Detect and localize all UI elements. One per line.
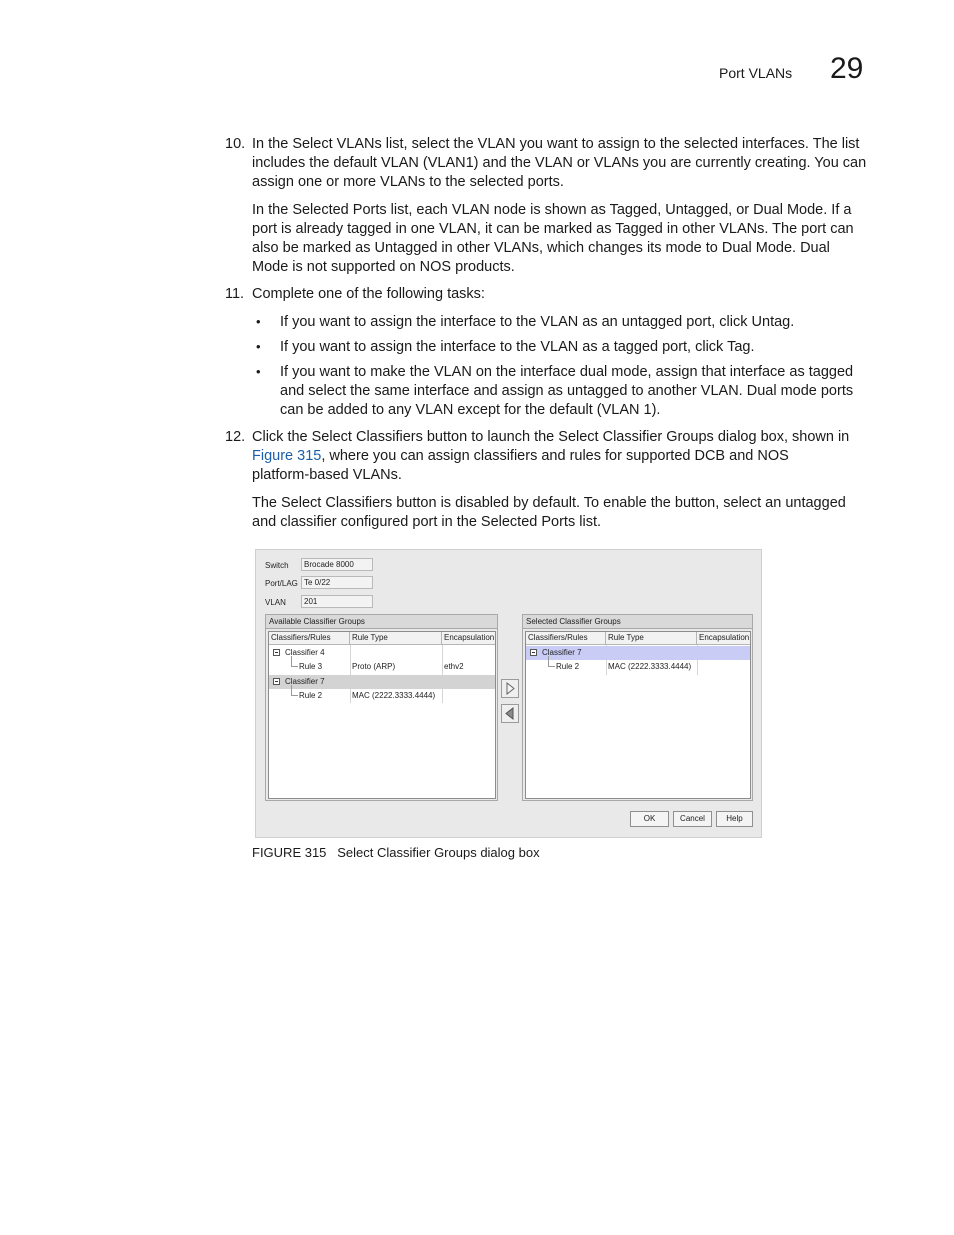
add-arrow-button[interactable] bbox=[501, 679, 519, 698]
column-header[interactable]: Encapsulation bbox=[697, 632, 750, 645]
column-header[interactable]: Classifiers/Rules bbox=[269, 632, 350, 645]
step-10-paragraph-1: In the Select VLANs list, select the VLAN you want to assign to the selected interfaces. The list includes the default VLAN (VLAN1) and the VLAN or VLANs you are currently creating. You can assign one or more VLANs to the selected ports. bbox=[252, 136, 867, 190]
bullet-icon: • bbox=[256, 314, 261, 329]
table-row[interactable]: Rule 2 MAC (2222.3333.4444) bbox=[526, 660, 750, 674]
tree-connector bbox=[291, 656, 298, 667]
step-number: 11. bbox=[225, 286, 245, 302]
table-row[interactable]: Rule 3 Proto (ARP) ethv2 bbox=[269, 660, 495, 674]
switch-label: Switch bbox=[265, 561, 289, 570]
step-11-bullet-3: If you want to make the VLAN on the interface dual mode, assign that interface as tagged and select the same interface and assign as untagged to another VLAN. Dual mode ports can be added to any VLAN except for the default (VLAN 1). bbox=[280, 364, 854, 418]
figure-315-link[interactable]: Figure 315 bbox=[252, 448, 322, 464]
selected-groups-title: Selected Classifier Groups bbox=[523, 615, 752, 629]
tree-connector bbox=[291, 685, 298, 696]
table-row[interactable]: Classifier 4 bbox=[269, 646, 495, 660]
step-11-intro: Complete one of the following tasks: bbox=[252, 286, 485, 302]
step-10-paragraph-2: In the Selected Ports list, each VLAN node is shown as Tagged, Untagged, or Dual Mode. If a port is already tagged in one VLAN, it can be marked as Tagged in other VLANs. The port can also be marked as Untagged in other VLANs, which changes its mode to Dual Mode. Dual Mode is not supported on NOS products. bbox=[252, 202, 854, 275]
step-12-paragraph-1: Click the Select Classifiers button to launch the Select Classifier Groups dialog box, shown in Figure 315, where you can assign classifiers and rules for supported DCB and NOS platform-based VLANs. bbox=[252, 429, 850, 483]
chapter-number: 29 bbox=[830, 52, 864, 85]
step-number: 10. bbox=[225, 136, 246, 152]
column-header[interactable]: Rule Type bbox=[606, 632, 697, 645]
bullet-icon: • bbox=[256, 364, 261, 379]
help-button[interactable]: Help bbox=[716, 811, 753, 827]
column-header[interactable]: Rule Type bbox=[350, 632, 442, 645]
switch-field: Brocade 8000 bbox=[301, 558, 373, 571]
column-header[interactable]: Classifiers/Rules bbox=[526, 632, 606, 645]
arrow-left-icon bbox=[502, 705, 518, 722]
cancel-button[interactable]: Cancel bbox=[673, 811, 712, 827]
port-lag-field: Te 0/22 bbox=[301, 576, 373, 589]
step-11-bullet-2: If you want to assign the interface to the VLAN as a tagged port, click Tag. bbox=[280, 339, 755, 355]
available-classifier-groups-panel bbox=[265, 614, 498, 801]
vlan-field: 201 bbox=[301, 595, 373, 608]
port-lag-label: Port/LAG bbox=[265, 579, 298, 588]
collapse-icon[interactable] bbox=[530, 649, 537, 656]
available-groups-title: Available Classifier Groups bbox=[266, 615, 497, 629]
available-groups-table[interactable] bbox=[268, 631, 496, 799]
vlan-label: VLAN bbox=[265, 598, 286, 607]
table-row-selected[interactable]: Classifier 7 bbox=[269, 675, 495, 689]
table-row-selected[interactable]: Classifier 7 bbox=[526, 646, 750, 660]
figure-caption-text: Select Classifier Groups dialog box bbox=[337, 845, 540, 860]
collapse-icon[interactable] bbox=[273, 649, 280, 656]
section-title: Port VLANs bbox=[719, 65, 793, 81]
select-classifier-groups-dialog bbox=[255, 549, 762, 838]
table-row[interactable]: Rule 2 MAC (2222.3333.4444) bbox=[269, 689, 495, 703]
remove-arrow-button[interactable] bbox=[501, 704, 519, 723]
step-number: 12. bbox=[225, 429, 246, 445]
figure-caption bbox=[252, 845, 540, 860]
collapse-icon[interactable] bbox=[273, 678, 280, 685]
step-12-paragraph-2: The Select Classifiers button is disabled by default. To enable the button, select an untagged and classifier configured port in the Selected Ports list. bbox=[252, 495, 846, 530]
step-11-bullet-1: If you want to assign the interface to the VLAN as an untagged port, click Untag. bbox=[280, 314, 795, 330]
selected-groups-table[interactable] bbox=[525, 631, 751, 799]
tree-connector bbox=[548, 656, 555, 667]
column-header[interactable]: Encapsulation bbox=[442, 632, 495, 645]
figure-label: FIGURE 315 bbox=[252, 845, 327, 860]
bullet-icon: • bbox=[256, 339, 261, 354]
arrow-right-icon bbox=[502, 680, 518, 697]
ok-button[interactable]: OK bbox=[630, 811, 669, 827]
selected-classifier-groups-panel bbox=[522, 614, 753, 801]
